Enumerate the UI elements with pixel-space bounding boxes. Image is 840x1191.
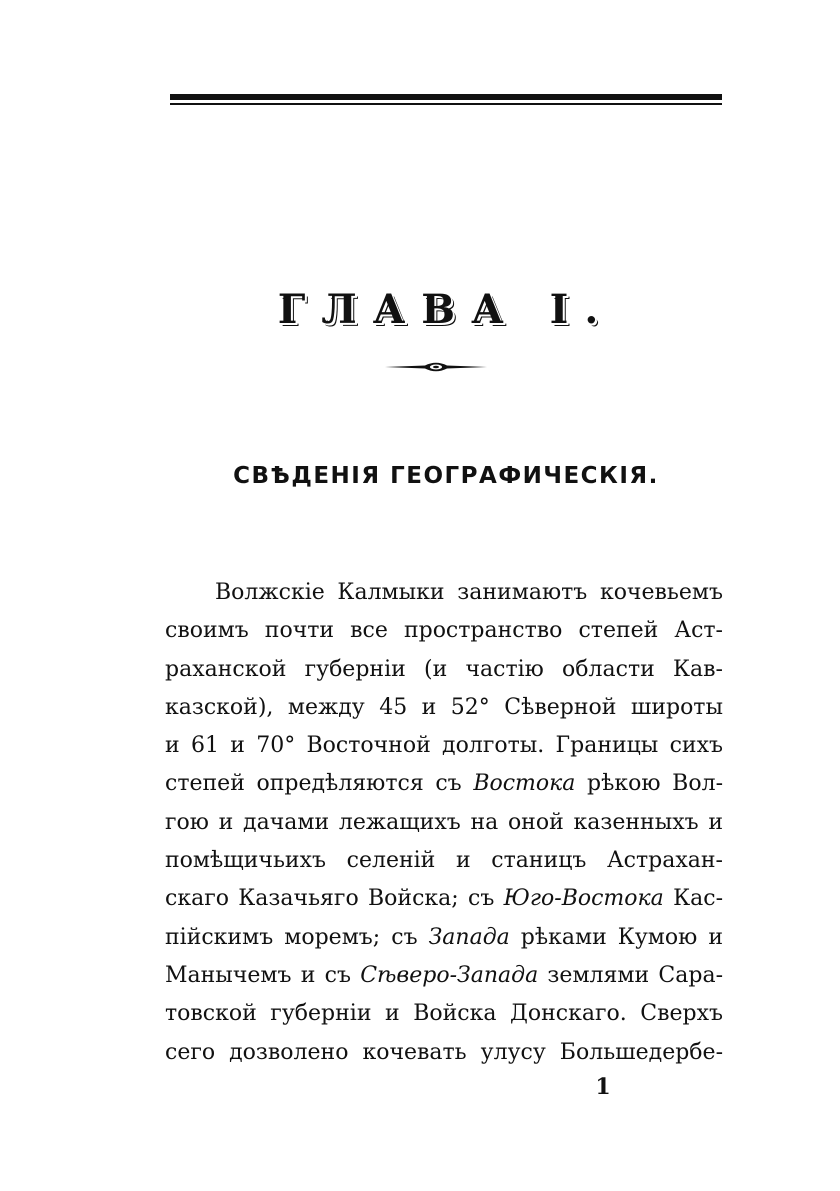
text-line: [165, 995, 723, 1033]
text-segment: рѣками Кумою и: [509, 924, 723, 950]
body-paragraph: [165, 574, 723, 1072]
italic-place-name: Юго-Востока: [503, 886, 664, 912]
ornament-divider-icon: [385, 360, 487, 374]
text-line: [165, 804, 723, 842]
text-line: [165, 1034, 723, 1072]
text-line: [165, 727, 723, 765]
italic-place-name: Востока: [473, 771, 576, 797]
italic-place-name: Запада: [428, 924, 510, 950]
text-line: [165, 612, 723, 650]
text-segment: помѣщичьихъ селеній и станицъ Астрахан-: [165, 848, 723, 874]
top-rule-thick: [170, 94, 722, 100]
text-segment: Манычемъ и съ: [165, 962, 361, 988]
text-line: [165, 957, 723, 995]
italic-place-name: Сѣверо-Запада: [360, 962, 539, 988]
text-line: [165, 651, 723, 689]
text-segment: гою и дачами лежащихъ на оной казенныхъ и: [165, 809, 723, 835]
text-segment: скаго Казачьяго Войска; съ: [165, 886, 504, 912]
text-segment: землями Сара-: [538, 962, 723, 988]
text-segment: степей опредѣляются съ: [165, 771, 474, 797]
text-segment: товской губерніи и Войска Донскаго. Сверхъ: [165, 1001, 723, 1027]
text-segment: раханской губерніи (и частію области Кав-: [165, 656, 723, 682]
text-segment: своимъ почти все пространство степей Аст-: [165, 618, 723, 644]
text-line: [165, 574, 723, 612]
text-line: [165, 919, 723, 957]
text-segment: рѣкою Вол-: [575, 771, 724, 797]
text-segment: пійскимъ моремъ; съ: [165, 924, 429, 950]
section-title: СВѢДЕНІЯ ГЕОГРАФИЧЕСКІЯ.: [233, 463, 659, 489]
top-double-rule: [170, 94, 722, 106]
text-segment: Кас-: [663, 886, 724, 912]
text-line: [165, 765, 723, 803]
page-number: 1: [595, 1074, 611, 1100]
text-segment: казской), между 45 и 52° Сѣверной широты: [165, 694, 723, 720]
text-line: [165, 842, 723, 880]
text-segment: сего дозволено кочевать улусу Большедербе-: [165, 1039, 723, 1065]
top-rule-thin: [170, 103, 722, 105]
text-segment: Волжскіе Калмыки занимаютъ кочевьемъ: [215, 580, 723, 605]
chapter-heading: ГЛАВА I.: [277, 286, 615, 333]
text-line: [165, 880, 723, 918]
text-line: [165, 689, 723, 727]
text-segment: и 61 и 70° Восточной долготы. Границы сихъ: [165, 733, 723, 759]
